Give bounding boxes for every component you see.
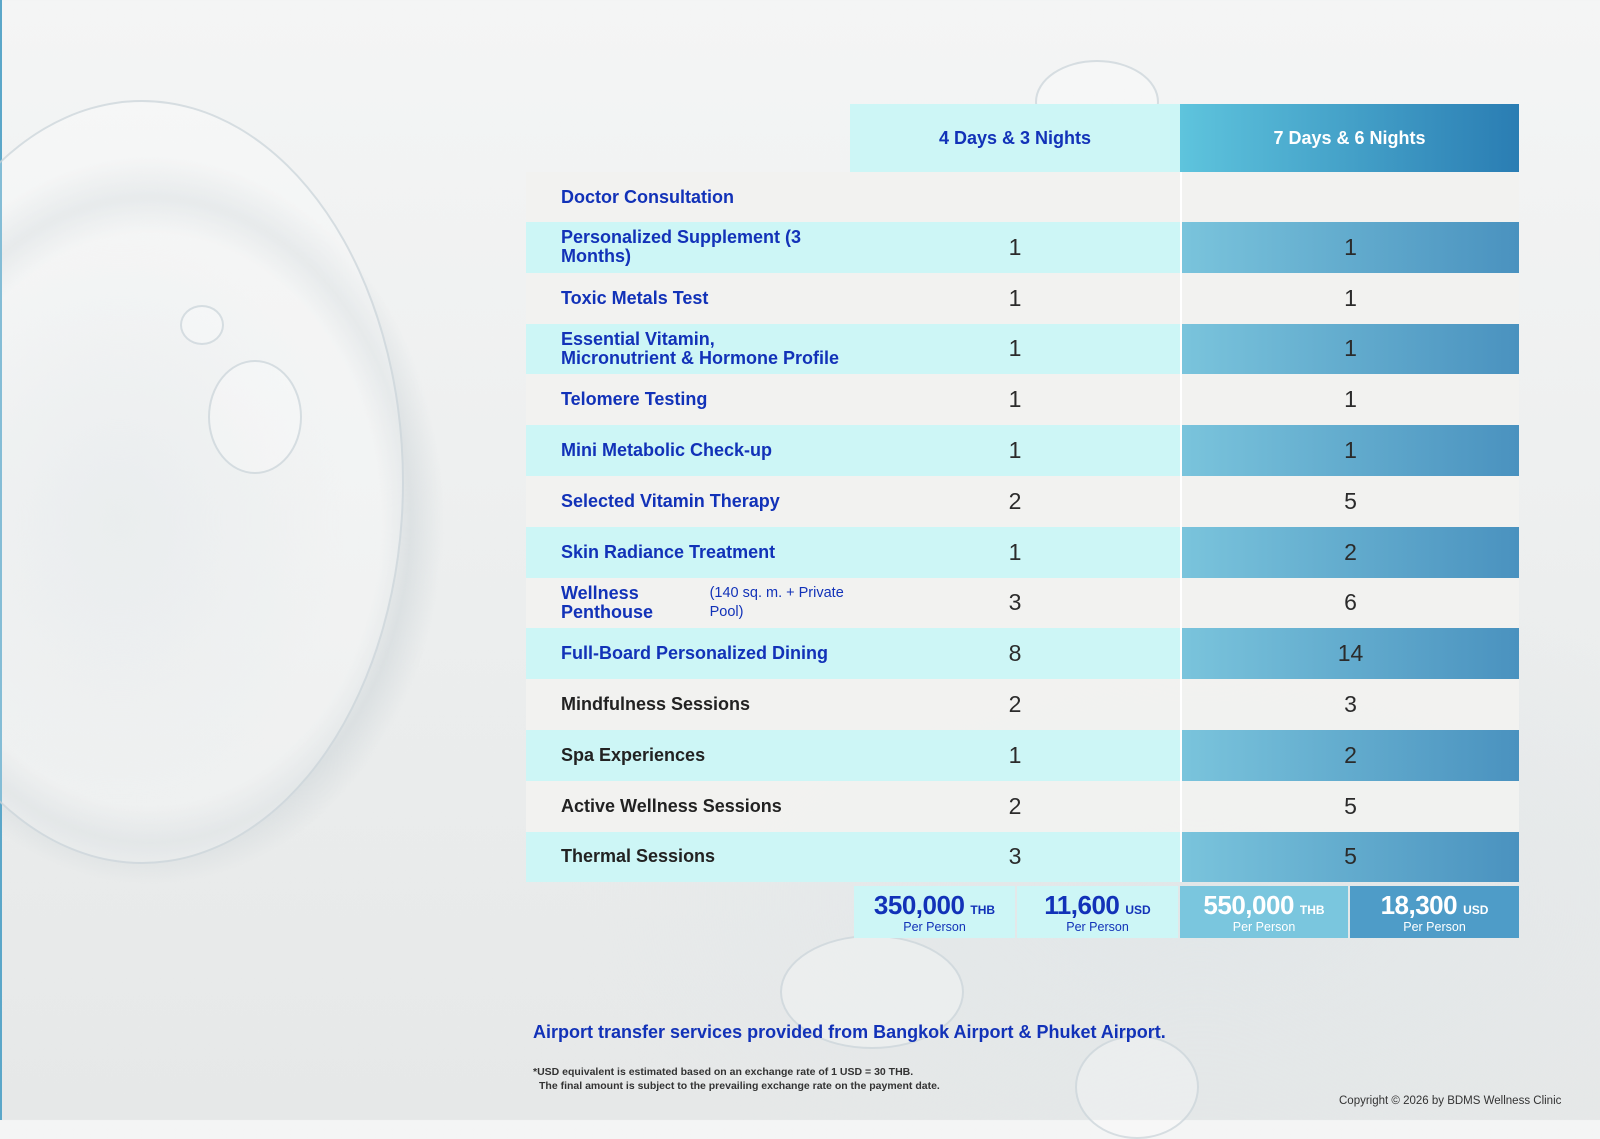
row-label: Mini Metabolic Check-up <box>526 425 850 476</box>
price-per-person: Per Person <box>1066 920 1129 935</box>
decorative-bubble <box>180 305 224 345</box>
table-row <box>526 374 1519 425</box>
note-line-1: *USD equivalent is estimated based on an exchange rate of 1 USD = 30 THB. <box>533 1066 914 1078</box>
value-7-days: 6 <box>1180 578 1519 629</box>
decorative-bubble <box>1075 1035 1199 1139</box>
price-amount: 11,600 <box>1044 890 1120 921</box>
value-4-days: 1 <box>850 527 1180 578</box>
table-row <box>526 273 1519 324</box>
exchange-rate-note <box>533 1065 940 1093</box>
value-4-days: 8 <box>850 628 1180 679</box>
table-row <box>526 781 1519 832</box>
package-comparison-table <box>526 104 1519 938</box>
table-row <box>526 476 1519 527</box>
decorative-bubble <box>208 360 302 474</box>
price-row <box>526 886 1519 938</box>
value-4-days: 2 <box>850 679 1180 730</box>
value-7-days: 2 <box>1180 730 1519 781</box>
row-label: Full-Board Personalized Dining <box>526 628 850 679</box>
table-row <box>526 679 1519 730</box>
row-label: Doctor Consultation <box>526 172 850 222</box>
value-7-days <box>1180 172 1519 222</box>
table-header <box>526 104 1519 172</box>
value-4-days: 3 <box>850 578 1180 629</box>
value-7-days: 5 <box>1180 476 1519 527</box>
value-4-days: 1 <box>850 273 1180 324</box>
price-currency: THB <box>970 903 996 918</box>
row-label: Telomere Testing <box>526 374 850 425</box>
value-4-days <box>850 172 1180 222</box>
price-4-days-usd <box>1017 886 1178 938</box>
row-label: Skin Radiance Treatment <box>526 527 850 578</box>
row-label: Thermal Sessions <box>526 832 850 883</box>
value-4-days: 2 <box>850 476 1180 527</box>
price-amount: 350,000 <box>873 890 965 921</box>
decorative-bubble <box>0 100 404 864</box>
value-7-days: 5 <box>1180 781 1519 832</box>
value-7-days: 14 <box>1180 628 1519 679</box>
note-line-2: The final amount is subject to the prevailing exchange rate on the payment date. <box>539 1080 940 1092</box>
price-per-person: Per Person <box>903 920 966 935</box>
row-label-line1: Essential Vitamin, <box>561 328 715 349</box>
price-amount: 18,300 <box>1380 890 1458 921</box>
row-label-note: (140 sq. m. + Private Pool) <box>709 584 844 620</box>
row-label <box>526 324 850 375</box>
price-per-person: Per Person <box>1403 920 1466 935</box>
value-7-days: 5 <box>1180 832 1519 883</box>
row-label: Toxic Metals Test <box>526 273 850 324</box>
table-row <box>526 222 1519 273</box>
price-currency: USD <box>1463 903 1489 918</box>
value-4-days: 1 <box>850 222 1180 273</box>
value-7-days: 1 <box>1180 222 1519 273</box>
table-row <box>526 730 1519 781</box>
row-label: Selected Vitamin Therapy <box>526 476 850 527</box>
row-label: Active Wellness Sessions <box>526 781 850 832</box>
row-label-main: Wellness Penthouse <box>561 582 654 622</box>
price-7-days-thb <box>1180 886 1348 938</box>
value-4-days: 1 <box>850 730 1180 781</box>
value-4-days: 3 <box>850 832 1180 883</box>
value-4-days: 2 <box>850 781 1180 832</box>
row-label <box>526 578 850 629</box>
price-4-days-thb <box>854 886 1015 938</box>
value-7-days: 1 <box>1180 324 1519 375</box>
row-label: Personalized Supplement (3 Months) <box>526 222 850 273</box>
price-amount: 550,000 <box>1203 890 1294 921</box>
value-7-days: 1 <box>1180 425 1519 476</box>
table-row <box>526 425 1519 476</box>
value-7-days: 2 <box>1180 527 1519 578</box>
table-row <box>526 527 1519 578</box>
price-per-person: Per Person <box>1232 920 1296 935</box>
table-row <box>526 172 1519 222</box>
table-row <box>526 324 1519 375</box>
value-4-days: 1 <box>850 374 1180 425</box>
price-currency: USD <box>1125 903 1151 918</box>
header-4-days: 4 Days & 3 Nights <box>850 104 1180 172</box>
row-label-line2: Micronutrient & Hormone Profile <box>561 347 840 368</box>
price-7-days-usd <box>1350 886 1519 938</box>
copyright: Copyright © 2026 by BDMS Wellness Clinic <box>1339 1095 1562 1107</box>
row-label: Spa Experiences <box>526 730 850 781</box>
table-row <box>526 628 1519 679</box>
table-row <box>526 578 1519 629</box>
value-7-days: 3 <box>1180 679 1519 730</box>
value-4-days: 1 <box>850 324 1180 375</box>
value-7-days: 1 <box>1180 273 1519 324</box>
price-currency: THB <box>1299 903 1325 918</box>
value-7-days: 1 <box>1180 374 1519 425</box>
value-4-days: 1 <box>850 425 1180 476</box>
table-row <box>526 832 1519 883</box>
header-7-days: 7 Days & 6 Nights <box>1180 104 1519 172</box>
airport-transfer-note: Airport transfer services provided from Bangkok Airport & Phuket Airport. <box>533 1022 1166 1042</box>
row-label: Mindfulness Sessions <box>526 679 850 730</box>
